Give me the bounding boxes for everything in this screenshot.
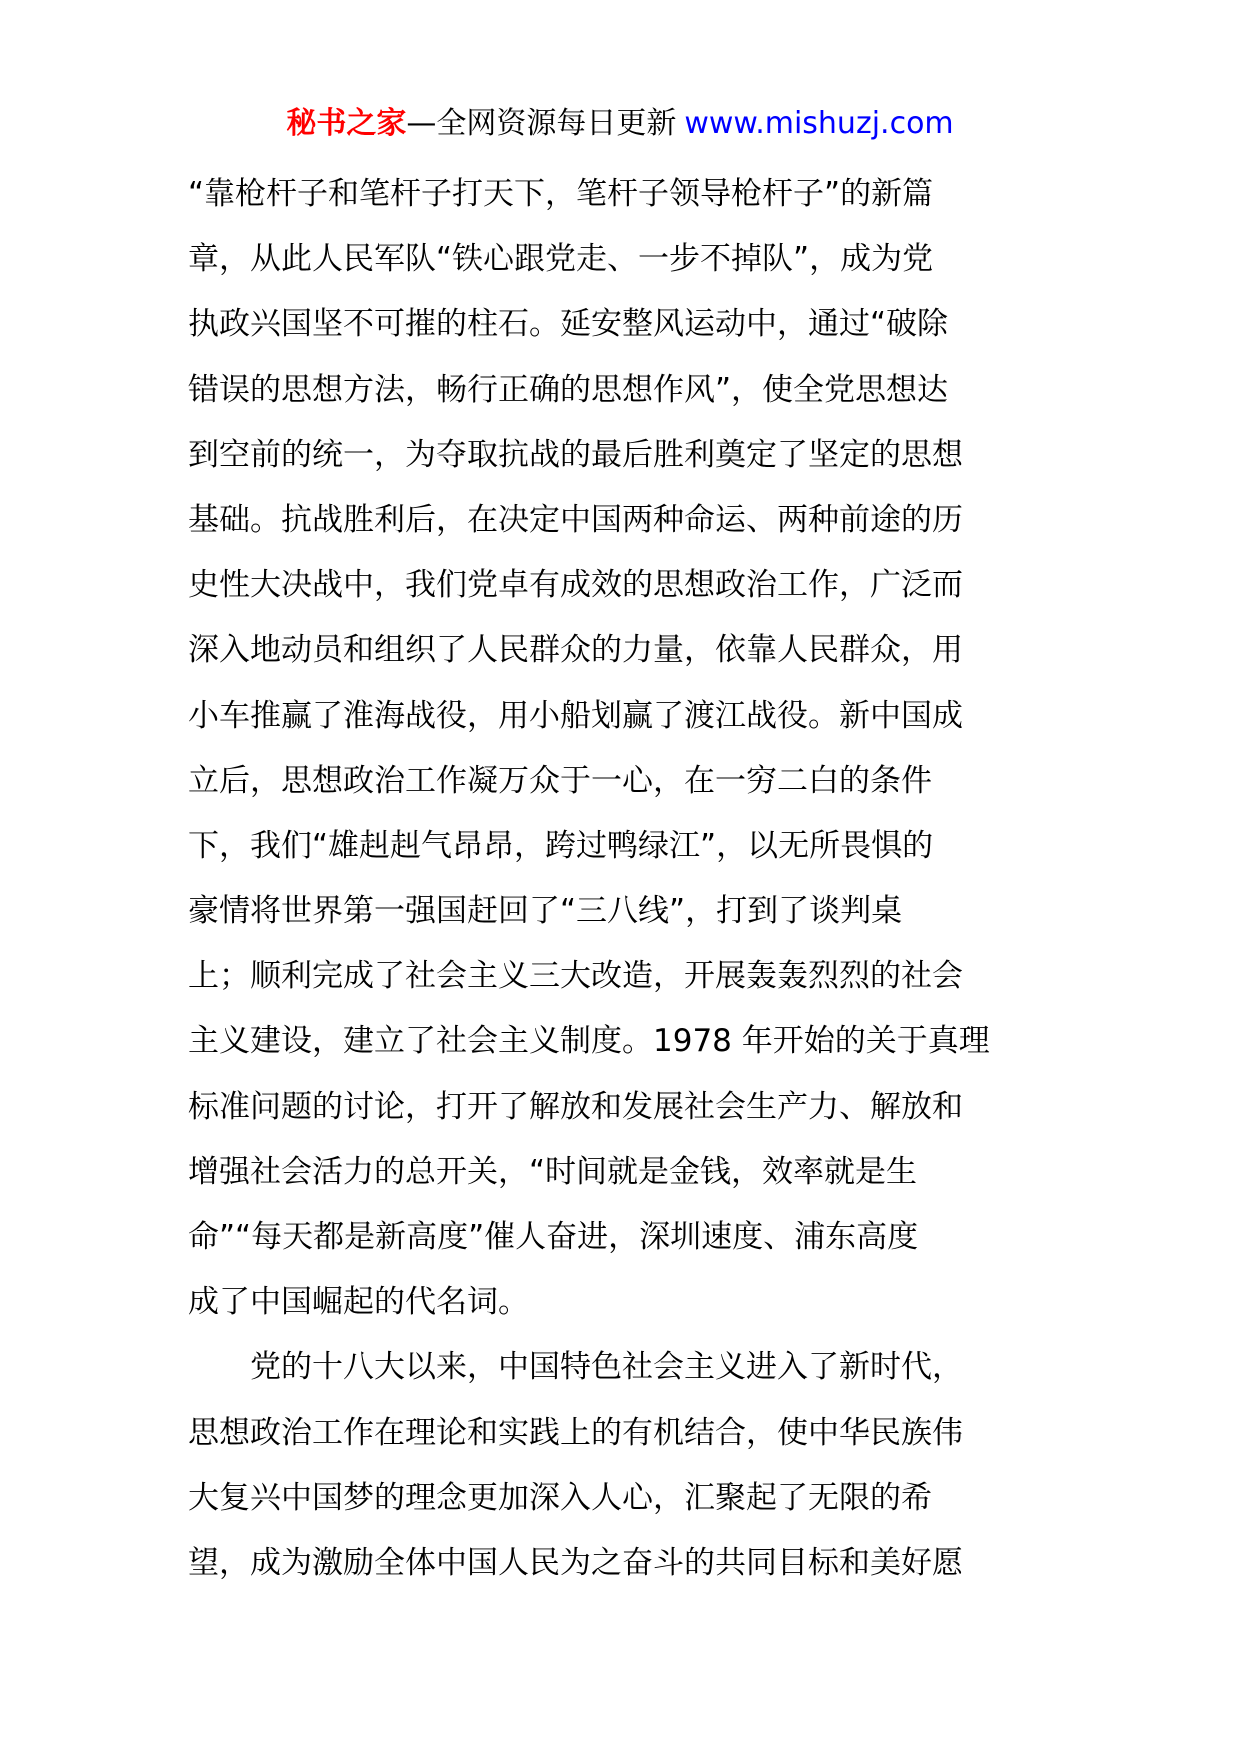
brand-name: 秘书之家: [286, 106, 407, 141]
paragraph-start-line: 党的十八大以来，中国特色社会主义进入了新时代，: [188, 1349, 963, 1386]
text-line: 错误的思想方法，畅行正确的思想作风”，使全党思想达: [188, 371, 949, 408]
text-line: 到空前的统一，为夺取抗战的最后胜利奠定了坚定的思想: [188, 436, 963, 473]
text-line: 深入地动员和组织了人民群众的力量，依靠人民群众，用: [188, 632, 963, 669]
text-line: “靠枪杆子和笔杆子打天下，笔杆子领导枪杆子”的新篇: [188, 176, 934, 212]
text-line: 豪情将世界第一强国赶回了“三八线”，打到了谈判桌: [188, 893, 903, 930]
text-line: 史性大决战中，我们党卓有成效的思想政治工作，广泛而: [188, 567, 963, 604]
text-line: 大复兴中国梦的理念更加深入人心，汇聚起了无限的希: [188, 1479, 932, 1516]
page-header: [0, 102, 1240, 146]
text-line: 章，从此人民军队“铁心跟党走、一步不掉队”，成为党: [188, 241, 934, 278]
text-line: 主义建设，建立了社会主义制度。1978 年开始的关于真理: [188, 1023, 990, 1060]
text-line: 小车推赢了淮海战役，用小船划赢了渡江战役。新中国成: [188, 697, 963, 734]
text-line: 上；顺利完成了社会主义三大改造，开展轰轰烈烈的社会: [188, 958, 963, 995]
site-url-link[interactable]: www.mishuzj.com: [684, 106, 954, 141]
text-line: 执政兴国坚不可摧的柱石。延安整风运动中，通过“破除: [188, 306, 949, 343]
text-line: 下，我们“雄赳赳气昂昂，跨过鸭绿江”，以无所畏惧的: [188, 827, 934, 864]
text-line: 成了中国崛起的代名词。: [188, 1284, 529, 1321]
text-line: 思想政治工作在理论和实践上的有机结合，使中华民族伟: [188, 1414, 963, 1451]
text-line: 标准问题的讨论，打开了解放和发展社会生产力、解放和: [188, 1088, 963, 1125]
header-tagline: —全网资源每日更新: [406, 106, 677, 141]
text-line: 命”“每天都是新高度”催人奋进，深圳速度、浦东高度: [188, 1219, 919, 1255]
text-line: 基础。抗战胜利后，在决定中国两种命运、两种前途的历: [188, 501, 963, 538]
text-line: 望，成为激励全体中国人民为之奋斗的共同目标和美好愿: [188, 1544, 963, 1581]
document-body: [188, 162, 1060, 1596]
text-line: 增强社会活力的总开关，“时间就是金钱，效率就是生: [188, 1153, 918, 1190]
text-line: 立后，思想政治工作凝万众于一心，在一穷二白的条件: [188, 762, 932, 799]
